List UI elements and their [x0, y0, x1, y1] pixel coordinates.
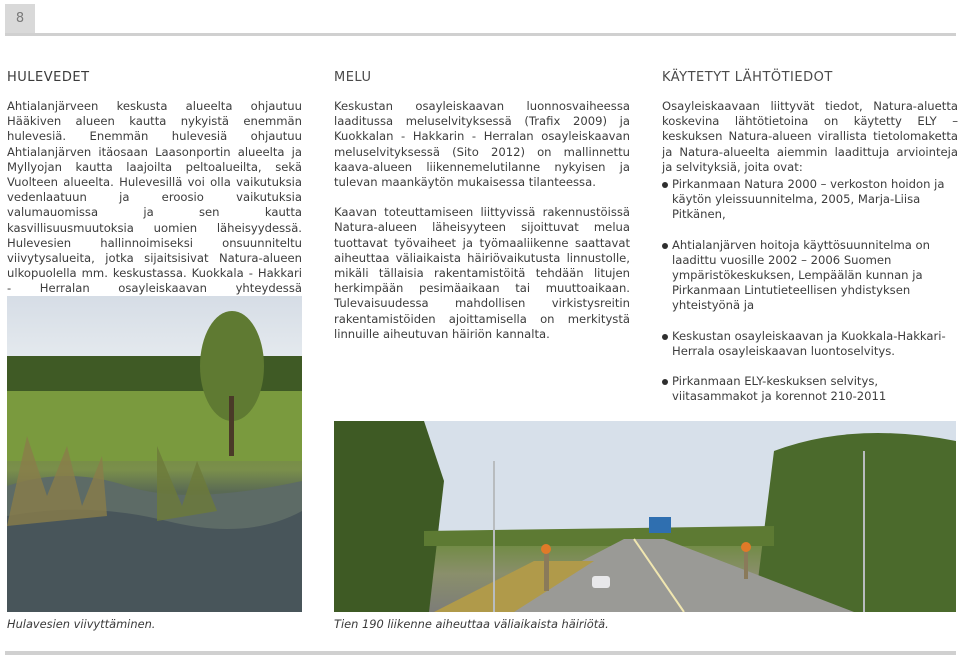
- footer-divider: [5, 651, 956, 655]
- list-item-text: Keskustan osayleiskaavan ja Kuokkala-Hakkari-Herrala osayleiskaavan luontoselvitys.: [672, 328, 946, 358]
- section-heading-stormwater: HULEVEDET: [7, 70, 90, 85]
- sources-intro: Osayleiskaavaan liittyvät tiedot, Natura-aluetta koskevina lähtötietoina on käytetty ELY –keskuksen Natura-alueen virallista tietolomaketta ja Natura-alueelta aiemmin laadittuja arviointeja ja selvityksiä, joita ovat:: [662, 99, 958, 174]
- photo-caption-stormwater: Hulavesien viivyttäminen.: [7, 617, 156, 631]
- pond-landscape-illustration: [7, 296, 302, 612]
- page-header: [0, 0, 960, 38]
- stormwater-retention-photo: [7, 296, 302, 612]
- road-landscape-illustration: [334, 421, 956, 612]
- sources-list: [662, 177, 958, 450]
- column-sources: [662, 70, 958, 450]
- road-traffic-photo: [334, 421, 956, 612]
- noise-paragraph-1: Keskustan osayleiskaavan luonnosvaiheessa laaditussa meluselvityksessä (Trafix 2009) ja Kuokkalan - Hakkarin - Herralan osayleiskaavan meluselvityksessä (Sito 2012) on mallinnettu kaava-alueen liikennemelutilanne nykyisen ja tulevan maankäytön mukaisessa tilanteessa.: [334, 99, 630, 190]
- section-heading-noise: MELU: [334, 70, 372, 85]
- page-number: 8: [5, 4, 35, 34]
- bullet-icon: [662, 243, 668, 249]
- noise-paragraph-2: Kaavan toteuttamiseen liittyvissä rakennustöissä Natura-alueen läheisyyteen sijoittuvat melua tuottavat työvaiheet ja työmaaliikenne saattavat aiheuttaa väliaikaista häiriövaikutusta linnustolle, mikäli tällaisia rakentamistöitä tehdään litujen herkimpään pesimäaikaan tai muuttoaikaan. Tulevaisuudessa mahdollisen virkistysreitin rakentamistöiden ajoittamisella on merkitystä linnuille aiheutuvan häiriön kannalta.: [334, 205, 630, 341]
- list-item-text: Ahtialanjärven hoitoja käyttösuunnitelma on laadittu vuosille 2002 – 2006 Suomen ympäristökeskuksen, Lempäälän kunnan ja Pirkanmaan Lintutieteellisen yhdistyksen yhteistyönä ja: [672, 237, 930, 313]
- column-stormwater: [7, 70, 302, 312]
- list-item: [662, 238, 958, 314]
- column-noise: [334, 70, 630, 342]
- header-divider: [5, 33, 956, 36]
- list-item: [662, 374, 958, 404]
- list-item: [662, 177, 958, 223]
- bullet-icon: [662, 379, 668, 385]
- list-item: [662, 329, 958, 359]
- section-heading-sources: KÄYTETYT LÄHTÖTIEDOT: [662, 70, 833, 85]
- bullet-icon: [662, 182, 668, 188]
- bullet-icon: [662, 334, 668, 340]
- list-item-text: Pirkanmaan Natura 2000 – verkoston hoidon ja käytön yleissuunnitelma, 2005, Marja-Liisa Pitkänen,: [672, 177, 945, 222]
- list-item-text: Pirkanmaan ELY-keskuksen selvitys, viitasammakot ja korennot 210-2011: [672, 374, 887, 404]
- stormwater-body: Ahtialanjärveen keskusta alueelta ohjautuu Hääkiven alueen kautta nykyistä enemmän hulevesiä. Enemmän hulevesiä ohjautuu Ahtialanjärven itäosaan Laasonportin alueelta ja Myllyojan kautta laajoilta peltoalueilta, sekä Vuolteen alueelta. Hulevesillä voi olla vaikutuksia vedenlaatuun ja eroosio vaikutuksia valumauomissa ja sen kautta kasvillisuusmuutoksia uomien läheisyydessä. Hulevesien hallinnoimiseksi onsuunniteltu viivytysalueita, jotka sijaitsisivat Natura-alueen ulkopuolella mm. keskustassa. Kuokkala - Hakkari - Herralan osayleiskaavan yhteydessä: [7, 99, 302, 296]
- photo-caption-road: Tien 190 liikenne aiheuttaa väliaikaista häiriötä.: [334, 617, 609, 631]
